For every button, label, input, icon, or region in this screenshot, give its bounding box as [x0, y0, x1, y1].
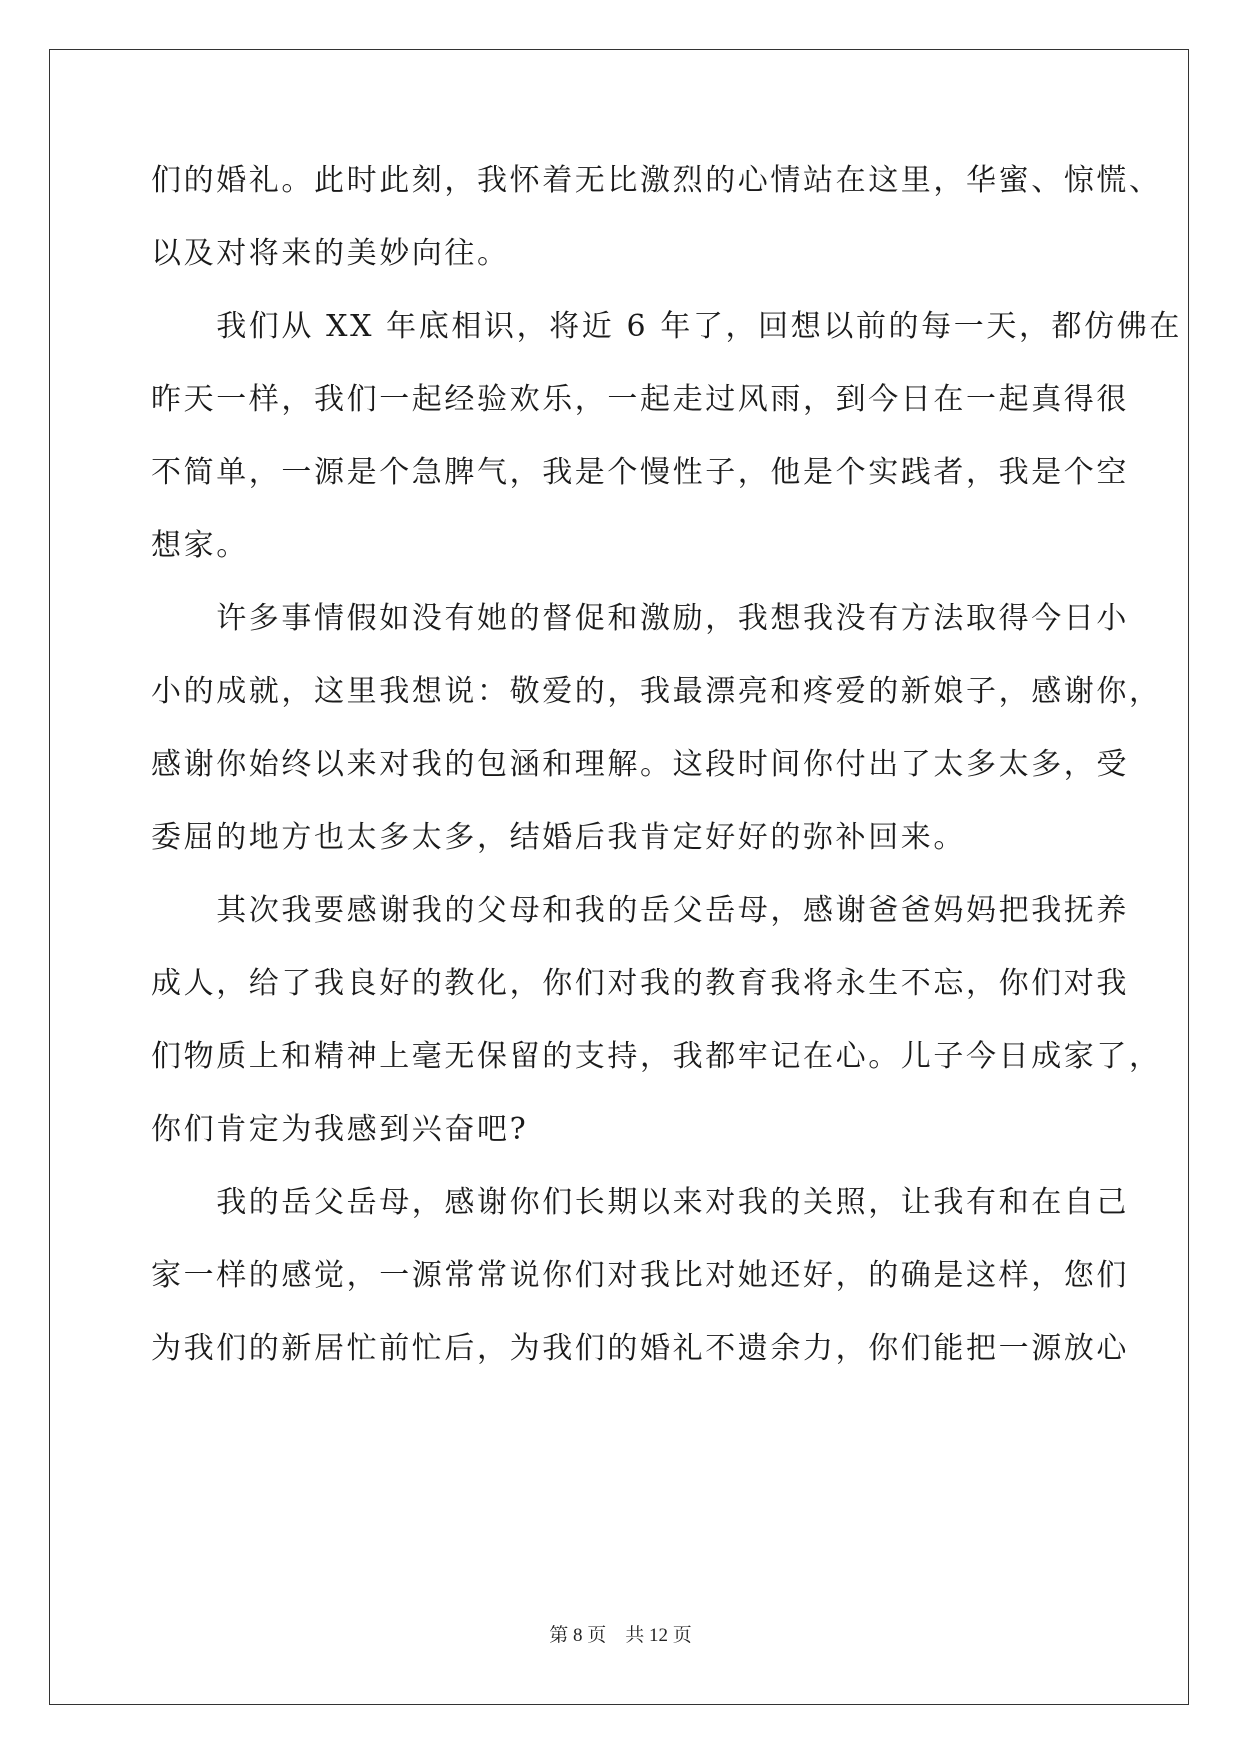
text-line: 们物质上和精神上毫无保留的支持，我都牢记在心。儿子今日成家了，: [151, 1039, 1162, 1074]
text-line: 委屈的地方也太多太多，结婚后我肯定好好的弥补回来。: [151, 820, 966, 855]
text-line: 许多事情假如没有她的督促和激励，我想我没有方法取得今日小: [151, 601, 1129, 636]
text-line: 们的婚礼。此时此刻，我怀着无比激烈的心情站在这里，华蜜、惊慌、: [151, 163, 1162, 198]
text-line: 以及对将来的美妙向往。: [151, 236, 510, 271]
text-line: 为我们的新居忙前忙后，为我们的婚礼不遗余力，你们能把一源放心: [151, 1331, 1129, 1366]
text-line: 想家。: [151, 528, 249, 563]
text-line: 感谢你始终以来对我的包涵和理解。这段时间你付出了太多太多，受: [151, 747, 1129, 782]
text-line: 小的成就，这里我想说：敬爱的，我最漂亮和疼爱的新娘子，感谢你，: [151, 674, 1162, 709]
text-line: 昨天一样，我们一起经验欢乐，一起走过风雨，到今日在一起真得很: [151, 382, 1129, 417]
text-line: 其次我要感谢我的父母和我的岳父岳母，感谢爸爸妈妈把我抚养: [151, 893, 1129, 928]
text-line: 你们肯定为我感到兴奋吧?: [151, 1112, 529, 1147]
page-border: [49, 49, 1189, 1705]
text-line: 我们从 XX 年底相识，将近 6 年了，回想以前的每一天，都仿佛在: [151, 309, 1182, 344]
text-line: 家一样的感觉，一源常常说你们对我比对她还好，的确是这样，您们: [151, 1258, 1129, 1293]
text-line: 我的岳父岳母，感谢你们长期以来对我的关照，让我有和在自己: [151, 1185, 1129, 1220]
page-footer: 第 8 页 共 12 页: [549, 1625, 692, 1646]
text-line: 不简单，一源是个急脾气，我是个慢性子，他是个实践者，我是个空: [151, 455, 1129, 490]
text-line: 成人，给了我良好的教化，你们对我的教育我将永生不忘，你们对我: [151, 966, 1129, 1001]
